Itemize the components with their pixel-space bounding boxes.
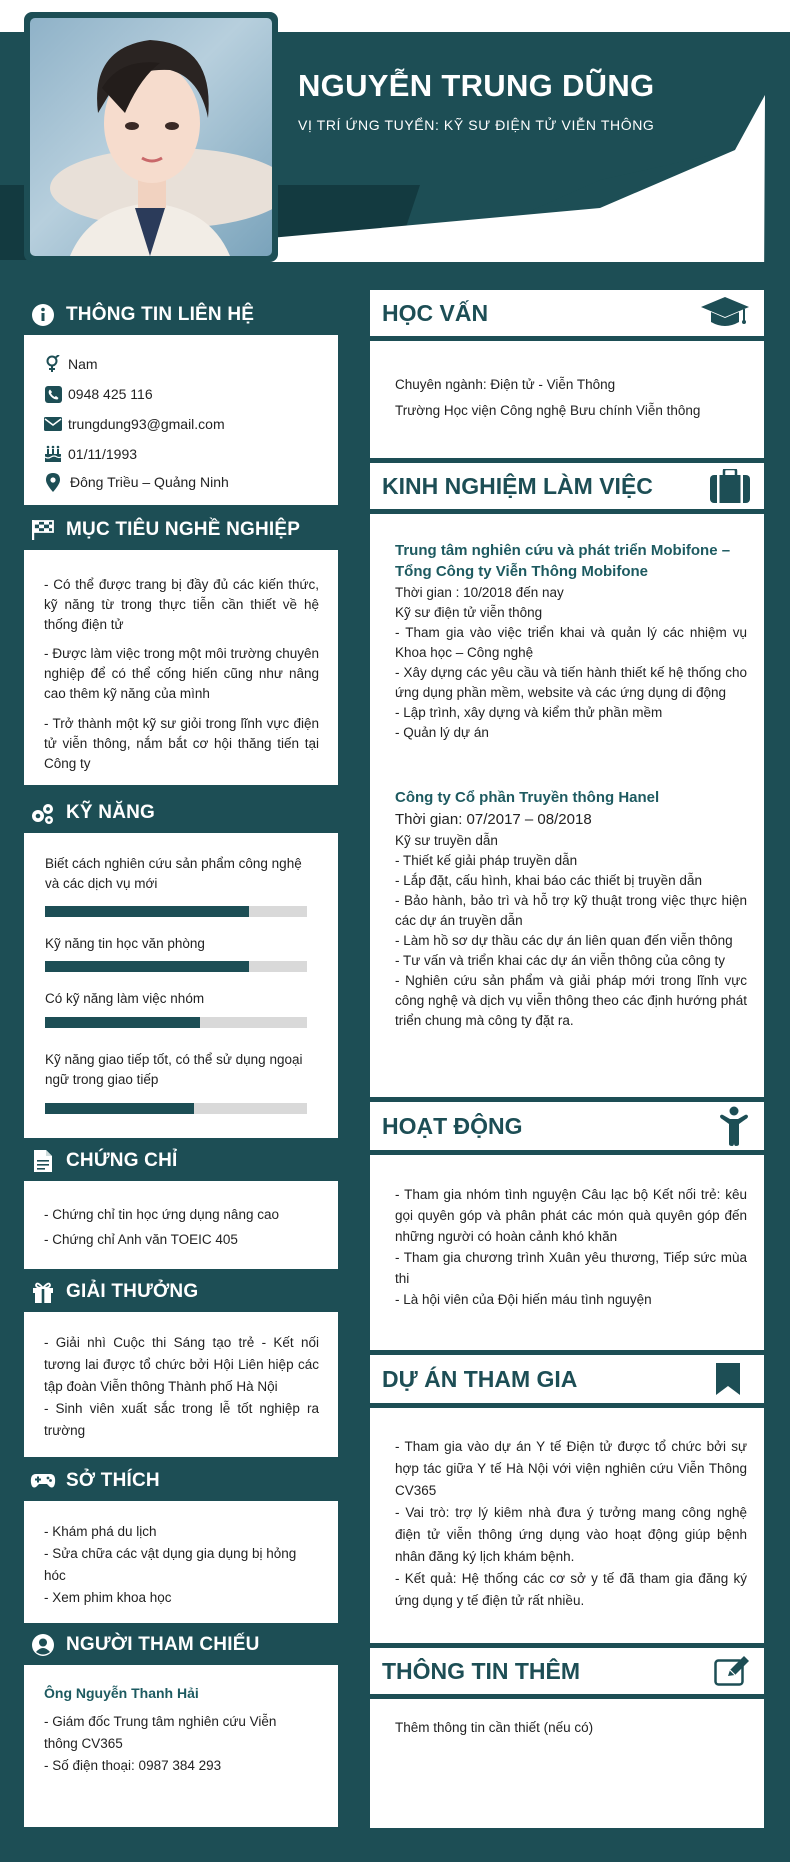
education-title: HỌC VẤN [382, 299, 489, 326]
skills-box [24, 833, 338, 1138]
activity-item: - Là hội viên của Đội hiến máu tình nguyện [395, 1292, 652, 1307]
awards-box [24, 1312, 338, 1457]
person-icon [718, 1106, 750, 1146]
gamepad-icon [30, 1468, 56, 1494]
hobbies-title: SỞ THÍCH [66, 1470, 160, 1491]
job-company: Công ty Cổ phần Truyền thông Hanel [395, 789, 660, 806]
certificates-title: CHỨNG CHỈ [66, 1150, 178, 1171]
experience-job [395, 787, 747, 1031]
skill-bar-fill [45, 906, 249, 917]
extra-title: THÔNG TIN THÊM [382, 1657, 581, 1684]
reference-phone: - Số điện thoại: 0987 384 293 [44, 1758, 222, 1773]
location-pin-icon [44, 473, 62, 491]
job-task: - Làm hồ sơ dự thầu các dự án liên quan đến viễn thông [395, 933, 733, 948]
hobby-item: - Khám phá du lịch [44, 1524, 157, 1539]
job-task: - Nghiên cứu sản phẩm và giải pháp mới trong lĩnh vực công nghệ và dịch vụ viễn thông theo các định hướng phát triển chung mà công ty đặt ra. [395, 973, 747, 1028]
skill-bar [45, 961, 307, 972]
job-task: - Quản lý dự án [395, 725, 489, 740]
hobbies-box [24, 1501, 338, 1623]
objective-item: - Có thể được trang bị đầy đủ các kiến thức, kỹ năng từ trong thực tiễn cần thiết về hệ thống điện tử [44, 577, 319, 632]
gender-icon [44, 355, 62, 373]
gender-value: Nam [68, 356, 98, 372]
activity-item: - Tham gia nhóm tình nguyện Câu lạc bộ Kết nối trẻ: kêu gọi quyên góp và phân phát các món quà quyên góp đến những người có hoàn cảnh khó khăn [395, 1187, 747, 1244]
profile-photo [24, 12, 278, 262]
email-value: trungdung93@gmail.com [68, 416, 225, 432]
skill-label: Biết cách nghiên cứu sản phẩm công nghệ và các dịch vụ mới [45, 856, 302, 891]
position-applied: VỊ TRÍ ỨNG TUYỂN: KỸ SƯ ĐIỆN TỬ VIỄN THÔNG [298, 117, 655, 133]
contact-box [24, 335, 338, 505]
birthday-cake-icon [44, 445, 62, 463]
job-role: Kỹ sư truyền dẫn [395, 833, 498, 848]
address-value: Đông Triều – Quảng Ninh [70, 474, 229, 490]
certificates-section-header [24, 1141, 338, 1181]
objective-section-header [24, 510, 338, 550]
bookmark-icon [716, 1363, 740, 1395]
hobby-item: - Xem phim khoa học [44, 1590, 172, 1605]
job-time: Thời gian: 07/2017 – 08/2018 [395, 811, 592, 828]
activities-list [395, 1184, 747, 1310]
experience-title: KINH NGHIỆM LÀM VIỆC [382, 472, 653, 499]
references-box [24, 1665, 338, 1827]
projects-section-header [370, 1355, 764, 1403]
extra-section-header [370, 1648, 764, 1694]
job-task: - Tham gia vào việc triển khai và quản lý các nhiệm vụ Khoa học – Công nghệ [395, 625, 747, 660]
job-task: - Lập trình, xây dựng và kiểm thử phần mềm [395, 705, 663, 720]
skill-label: Kỹ năng giao tiếp tốt, có thể sử dụng ngoại ngữ trong giao tiếp [45, 1052, 303, 1087]
activities-title: HOẠT ĐỘNG [382, 1112, 523, 1139]
skill-bar-fill [45, 961, 249, 972]
job-task: - Xây dựng các yêu cầu và tiến hành thiết kế hệ thống cho ứng dụng phần mềm, website và các ứng dụng di động [395, 665, 747, 700]
section-divider [370, 1694, 764, 1699]
activity-item: - Tham gia chương trình Xuân yêu thương, Tiếp sức mùa thi [395, 1250, 747, 1286]
info-icon [30, 302, 56, 328]
reference-name: Ông Nguyễn Thanh Hải [44, 1685, 199, 1701]
edit-icon [714, 1656, 750, 1686]
project-item: - Tham gia vào dự án Y tế Điện tử được tổ chức bởi sự hợp tác giữa Y tế Hà Nội với viện nghiên cứu Viễn Thông CV365 [395, 1439, 747, 1498]
section-divider [370, 336, 764, 341]
skill-bar-fill [45, 1103, 194, 1114]
job-task: - Tư vấn và triển khai các dự án viễn thông của công ty [395, 953, 726, 968]
project-item: - Vai trò: trợ lý kiêm nhà đưa ý tưởng mang công nghệ điện tử viễn thông ứng dụng vào hoạt động giúp bệnh nhân đăng ký lịch khám bệnh. [395, 1505, 747, 1564]
skill-bar [45, 1103, 307, 1114]
extra-text: Thêm thông tin cần thiết (nếu có) [395, 1720, 594, 1735]
birthday-value: 01/11/1993 [68, 446, 138, 462]
candidate-name: NGUYỄN TRUNG DŨNG [298, 68, 655, 103]
skill-bar-fill [45, 1017, 200, 1028]
job-task: - Bảo hành, bảo trì và hỗ trợ kỹ thuật trong việc thực hiện các dự án truyền dẫn [395, 893, 747, 928]
job-time: Thời gian : 10/2018 đến nay [395, 585, 564, 600]
hobby-item: - Sửa chữa các vật dụng gia dụng bị hỏng hóc [44, 1546, 297, 1583]
award-item: - Giải nhì Cuộc thi Sáng tạo trẻ - Kết nối tương lai được tổ chức bởi Hội Liên hiệp các tập đoàn Viễn thông Thành phố Hà Nội [44, 1335, 319, 1394]
document-icon [30, 1148, 56, 1174]
contact-birthday [44, 445, 137, 463]
gift-icon [30, 1279, 56, 1305]
contact-address [44, 473, 229, 491]
contact-email [44, 415, 225, 433]
award-item: - Sinh viên xuất sắc trong lễ tốt nghiệp ra trường [44, 1401, 319, 1438]
contact-gender [44, 355, 98, 373]
hobbies-section-header [24, 1461, 338, 1501]
flag-icon [30, 517, 56, 543]
briefcase-icon [710, 469, 750, 503]
contact-phone [44, 385, 153, 403]
education-school: Trường Học viện Công nghệ Bưu chính Viễn thông [395, 403, 701, 418]
cogs-icon [30, 800, 56, 826]
job-task: - Thiết kế giải pháp truyền dẫn [395, 853, 578, 868]
section-divider [370, 509, 764, 514]
section-divider [370, 1403, 764, 1408]
education-major: Chuyên ngành: Điện tử - Viễn Thông [395, 377, 616, 392]
projects-list [395, 1436, 747, 1612]
objective-item: - Được làm việc trong một môi trường chuyên nghiệp để có thể cống hiến cũng như nâng cao thêm kỹ năng của mình [44, 646, 319, 701]
skill-bar [45, 1017, 307, 1028]
certificate-item: - Chứng chỉ tin học ứng dụng nâng cao [44, 1207, 279, 1222]
user-circle-icon [30, 1632, 56, 1658]
graduation-cap-icon [700, 295, 750, 331]
project-item: - Kết quả: Hệ thống các cơ sở y tế đã tham gia đăng ký ứng dụng y tế điện tử rất nhiều. [395, 1571, 747, 1608]
job-task: - Lắp đặt, cấu hình, khai báo các thiết bị truyền dẫn [395, 873, 702, 888]
references-title: NGƯỜI THAM CHIẾU [66, 1634, 260, 1655]
job-company: Trung tâm nghiên cứu và phát triển Mobifone – Tổng Công ty Viễn Thông Mobifone [395, 542, 731, 580]
awards-title: GIẢI THƯỞNG [66, 1281, 199, 1302]
skills-section-header [24, 793, 338, 833]
objective-box [24, 550, 338, 785]
skill-label: Có kỹ năng làm việc nhóm [45, 991, 205, 1006]
education-section-header [370, 290, 764, 336]
projects-title: DỰ ÁN THAM GIA [382, 1365, 578, 1392]
certificate-item: - Chứng chỉ Anh văn TOEIC 405 [44, 1232, 238, 1247]
experience-job [395, 540, 747, 743]
experience-section-header [370, 463, 764, 509]
skill-label: Kỹ năng tin học văn phòng [45, 936, 205, 951]
email-icon [44, 415, 62, 433]
reference-role: - Giám đốc Trung tâm nghiên cứu Viễn thông CV365 [44, 1714, 277, 1751]
phone-icon [44, 385, 62, 403]
contact-title: THÔNG TIN LIÊN HỆ [66, 304, 255, 325]
activities-section-header [370, 1102, 764, 1150]
skills-title: KỸ NĂNG [66, 802, 156, 823]
objective-item: - Trở thành một kỹ sư giỏi trong lĩnh vực điện tử viễn thông, nắm bắt cơ hội thăng tiến tại Công ty [44, 716, 319, 771]
skill-bar [45, 906, 307, 917]
section-divider [370, 1150, 764, 1155]
certificates-box [24, 1181, 338, 1269]
contact-section-header [24, 295, 338, 335]
awards-section-header [24, 1272, 338, 1312]
objective-title: MỤC TIÊU NGHỀ NGHIỆP [66, 519, 301, 540]
job-role: Kỹ sư điện tử viễn thông [395, 605, 543, 620]
references-section-header [24, 1625, 338, 1665]
phone-value: 0948 425 116 [68, 386, 153, 402]
